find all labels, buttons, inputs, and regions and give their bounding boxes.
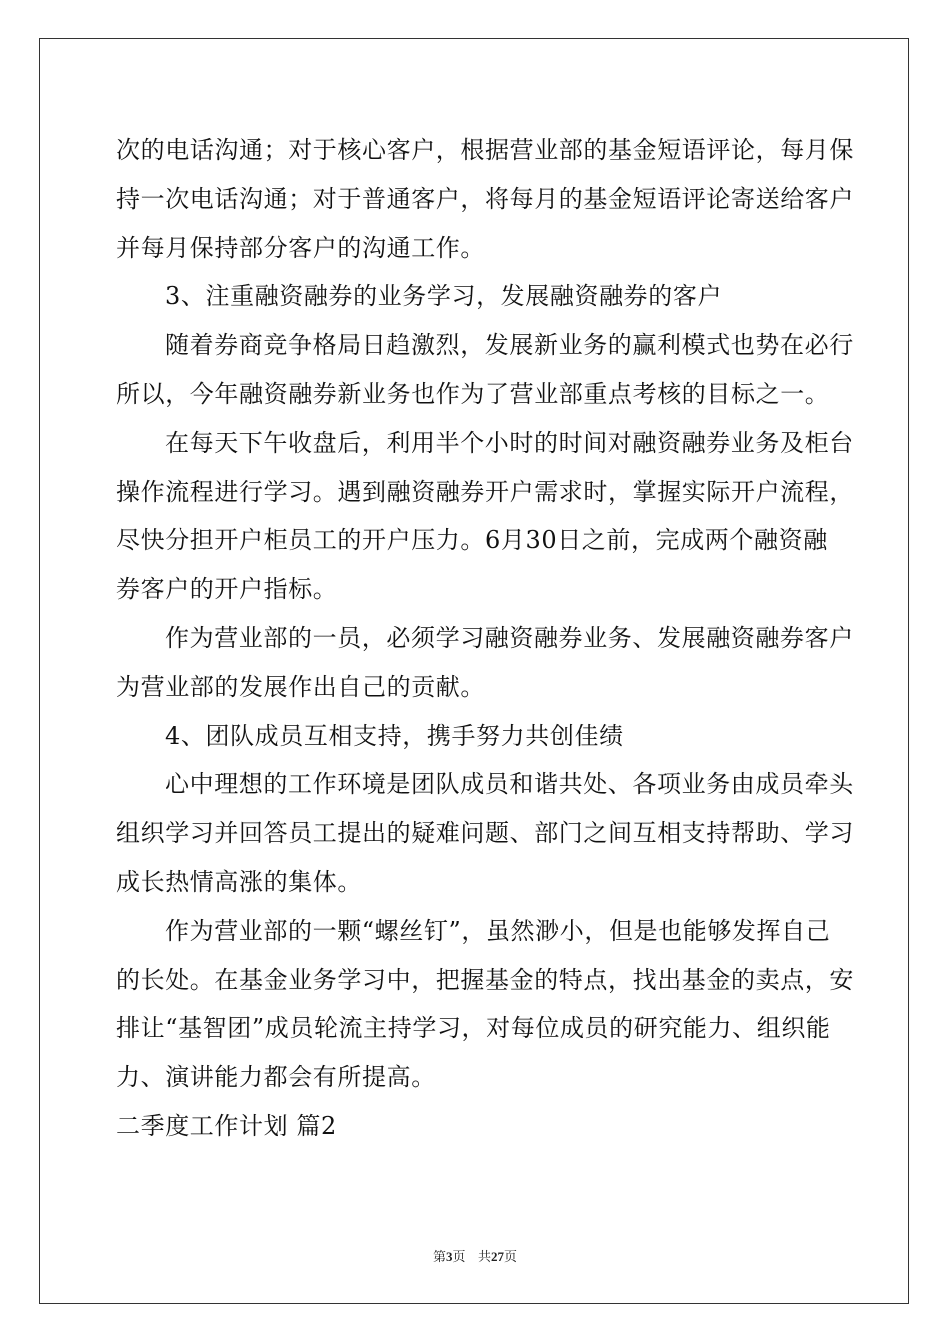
- total-pages: 27: [490, 1249, 504, 1264]
- text-line: 心中理想的工作环境是团队成员和谐共处、各项业务由成员牵头: [165, 770, 854, 799]
- page-suffix: 页: [452, 1250, 466, 1265]
- total-suffix: 页: [503, 1250, 517, 1265]
- document-heading: 二季度工作计划 篇2: [116, 1111, 337, 1140]
- document-body: [116, 126, 854, 1151]
- text-line: 作为营业部的一员，必须学习融资融券业务、发展融资融券客户: [165, 623, 854, 652]
- section-heading-3: 3、注重融资融券的业务学习，发展融资融券的客户: [165, 282, 723, 311]
- text-line: 并每月保持部分客户的沟通工作。: [116, 233, 485, 262]
- text-line: 的长处。在基金业务学习中，把握基金的特点，找出基金的卖点，安: [116, 965, 854, 994]
- text-line: 作为营业部的一颗“螺丝钉”，虽然渺小，但是也能够发挥自己: [165, 916, 831, 945]
- text-line: 所以，今年融资融券新业务也作为了营业部重点考核的目标之一。: [116, 379, 830, 408]
- total-prefix: 共: [477, 1250, 491, 1265]
- text-line: 组织学习并回答员工提出的疑难问题、部门之间互相支持帮助、学习: [116, 819, 854, 848]
- text-line: 力、演讲能力都会有所提高。: [116, 1063, 436, 1092]
- page-number: 3: [446, 1249, 453, 1264]
- text-line: 排让“基智团”成员轮流主持学习，对每位成员的研究能力、组织能: [116, 1014, 831, 1043]
- text-line: 尽快分担开户柜员工的开户压力。6月30日之前，完成两个融资融: [116, 526, 828, 555]
- text-line: 随着券商竞争格局日趋激烈，发展新业务的赢利模式也势在必行: [165, 331, 854, 360]
- text-line: 券客户的开户指标。: [116, 575, 338, 604]
- page-footer: [0, 1246, 950, 1265]
- text-line: 持一次电话沟通；对于普通客户，将每月的基金短语评论寄送给客户: [116, 184, 854, 213]
- text-line: 为营业部的发展作出自己的贡献。: [116, 672, 485, 701]
- text-line: 操作流程进行学习。遇到融资融券开户需求时，掌握实际开户流程，: [116, 477, 854, 506]
- text-line: 成长热情高涨的集体。: [116, 867, 362, 896]
- text-line: 次的电话沟通；对于核心客户，根据营业部的基金短语评论，每月保: [116, 136, 854, 164]
- section-heading-4: 4、团队成员互相支持，携手努力共创佳绩: [165, 721, 624, 750]
- page-prefix: 第: [433, 1250, 447, 1265]
- text-line: 在每天下午收盘后，利用半个小时的时间对融资融券业务及柜台: [165, 428, 854, 457]
